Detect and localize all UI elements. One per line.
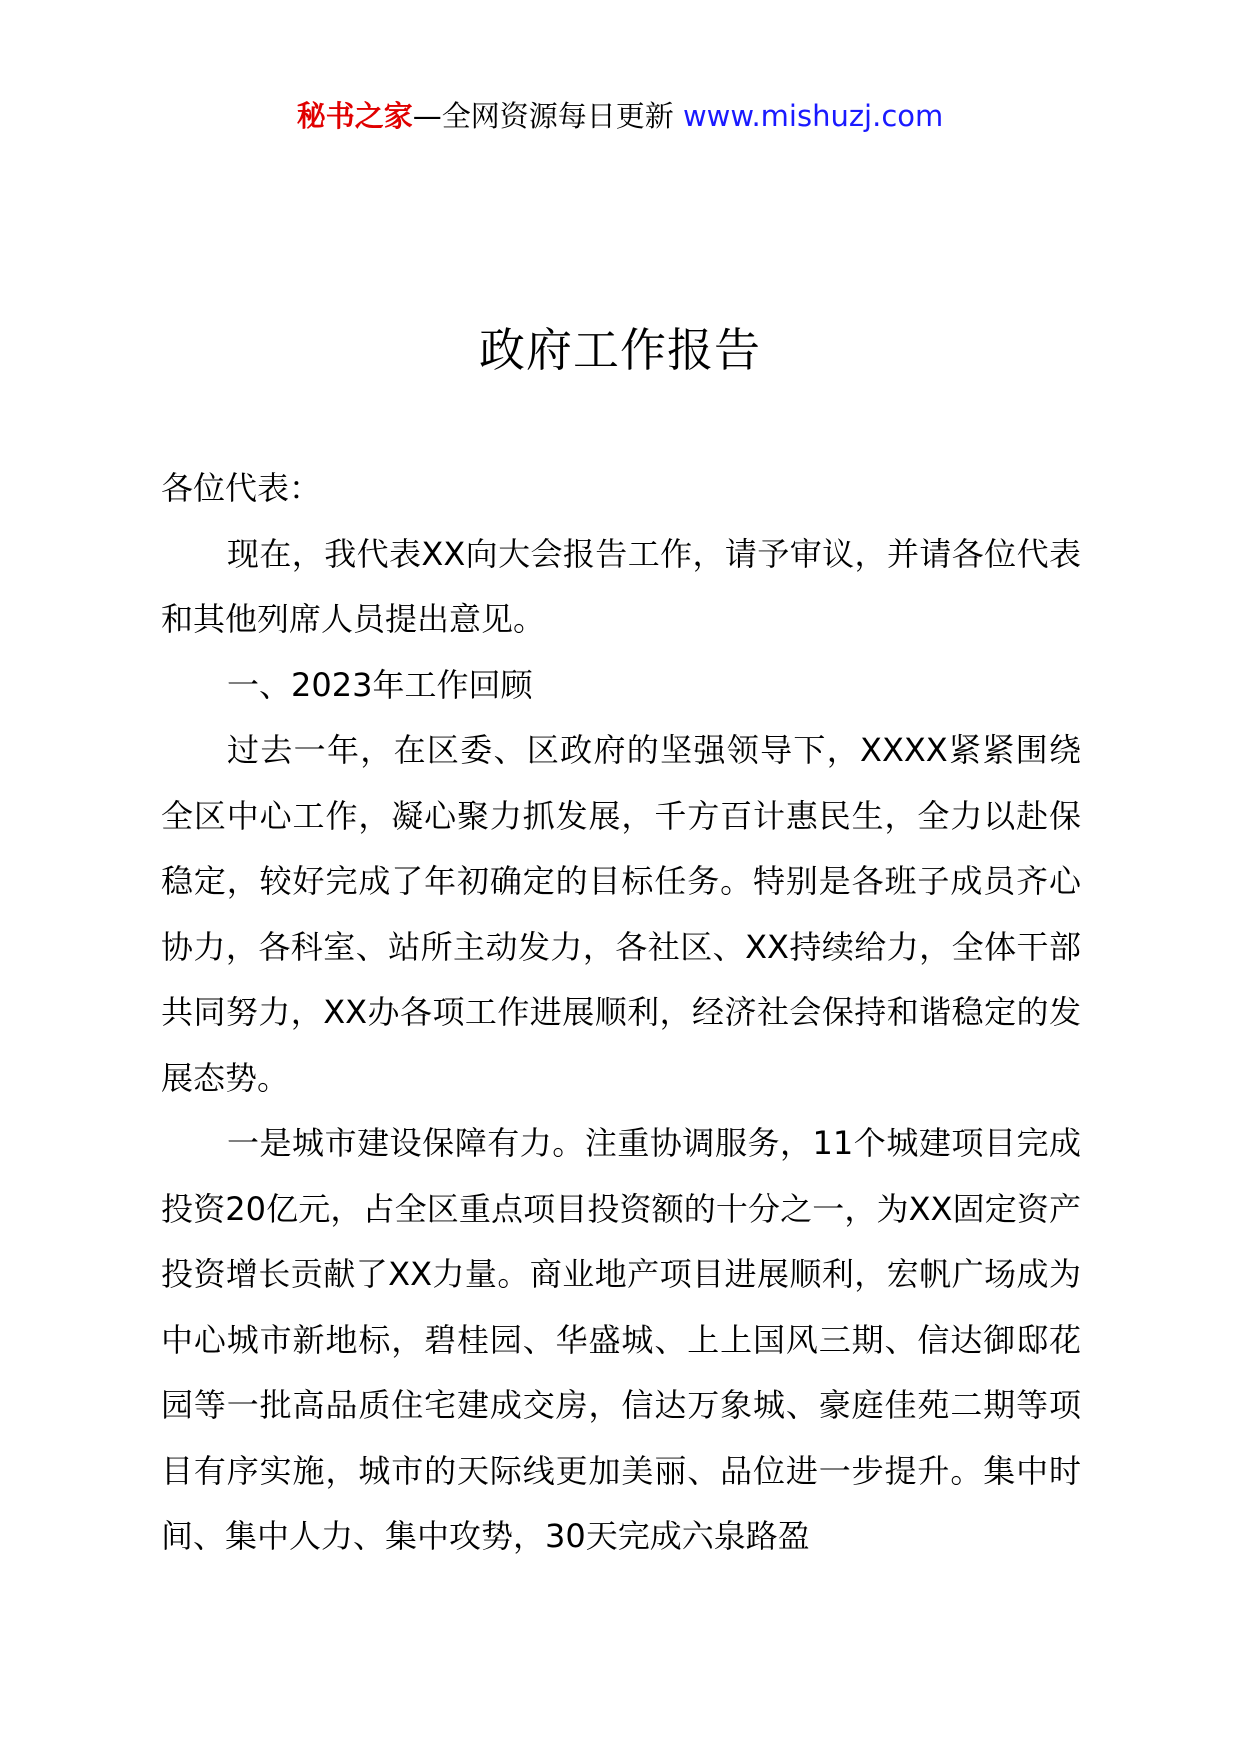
site-header: [0, 96, 1240, 136]
site-url-link[interactable]: www.mishuzj.com: [682, 99, 944, 133]
salutation: 各位代表：: [161, 469, 322, 507]
section-heading: 一、2023年工作回顾: [227, 665, 533, 704]
document-body: [161, 456, 1081, 1570]
paragraph-urban-construction: 一是城市建设保障有力。注重协调服务，11个城建项目完成投资20亿元，占全区重点项目投资额的十分之一，为XX固定资产投资增长贡献了XX力量。商业地产项目进展顺利，宏帆广场成为中心城市新地标，碧桂园、华盛城、上上国风三期、信达御邸花园等一批高品质住宅建成交房，信达万象城、豪庭佳苑二期等项目有序实施，城市的天际线更加美丽、品位进一步提升。集中时间、集中人力、集中攻势，30天完成六泉路盈: [161, 1124, 1081, 1555]
document-title: 政府工作报告: [479, 323, 761, 377]
brand-name: 秘书之家: [296, 99, 413, 133]
paragraph-intro: 现在，我代表XX向大会报告工作，请予审议，并请各位代表和其他列席人员提出意见。: [161, 534, 1081, 638]
paragraph-review: 过去一年，在区委、区政府的坚强领导下，XXXX紧紧围绕全区中心工作，凝心聚力抓发展，千方百计惠民生，全力以赴保稳定，较好完成了年初确定的目标任务。特别是各班子成员齐心协力，各科室、站所主动发力，各社区、XX持续给力，全体干部共同努力，XX办各项工作进展顺利，经济社会保持和谐稳定的发展态势。: [161, 731, 1081, 1097]
header-tagline: —全网资源每日更新: [412, 99, 683, 133]
